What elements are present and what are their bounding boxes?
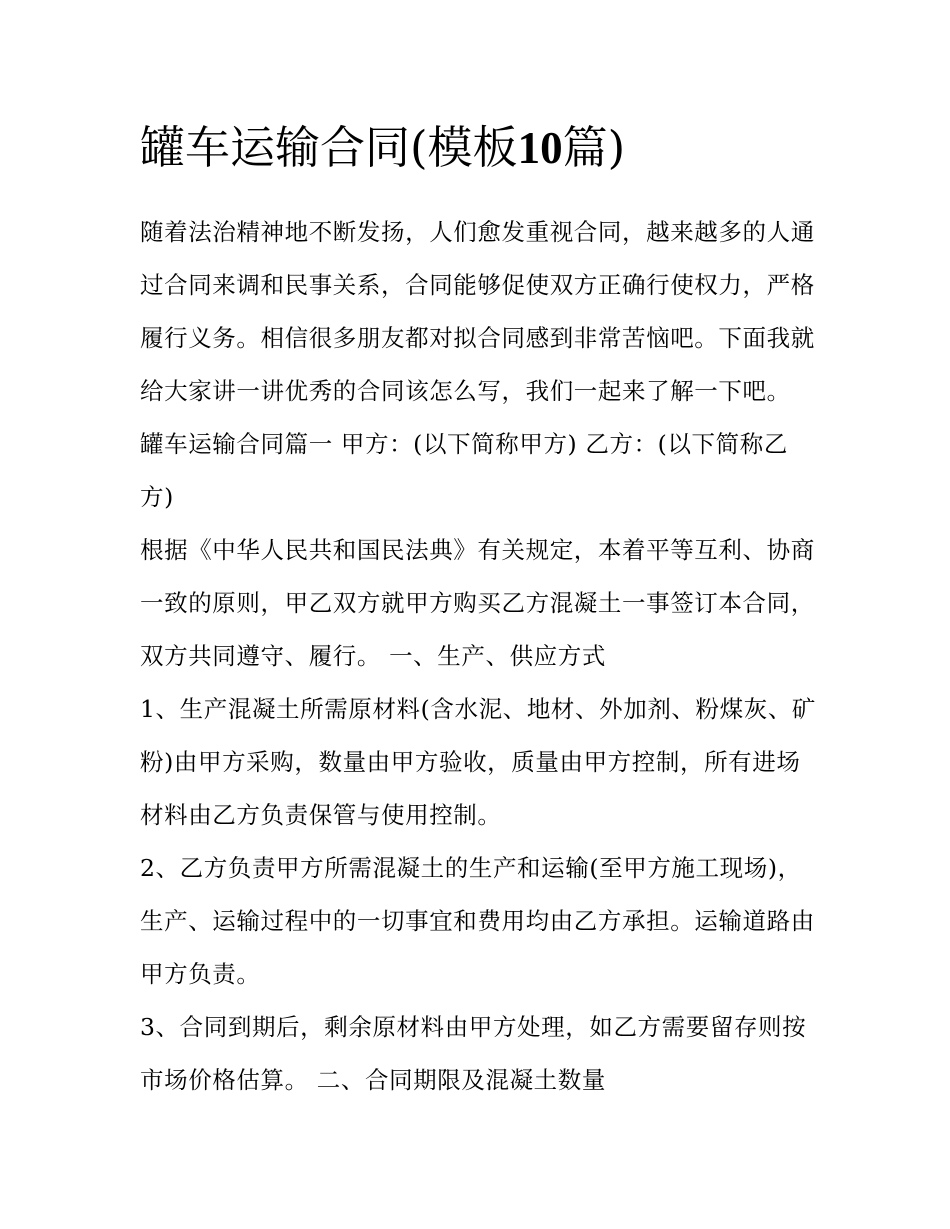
title-suffix: 篇) — [562, 121, 626, 174]
clause-1-paragraph: 1、生产混凝土所需原材料(含水泥、地材、外加剂、粉煤灰、矿粉)由甲方采购，数量由甲方验收，质量由甲方控制，所有进场材料由乙方负责保管与使用控制。 — [140, 695, 817, 829]
contract-parties-paragraph: 罐车运输合同篇一 甲方：(以下简称甲方) 乙方：(以下简称乙方) — [140, 430, 788, 511]
intro-paragraph: 随着法治精神地不断发扬，人们愈发重视合同，越来越多的人通过合同来调和民事关系，合同能够促使双方正确行使权力，严格履行义务。相信很多朋友都对拟合同感到非常苦恼吧。下面我就给大家讲一讲优秀的合同该怎么写，我们一起来了解一下吧。 — [140, 218, 815, 405]
document-title — [140, 112, 820, 184]
document-body — [140, 112, 820, 1107]
clause-3-paragraph: 3、合同到期后，剩余原材料由甲方处理，如乙方需要留存则按市场价格估算。 二、合同期限及混凝土数量 — [140, 1013, 807, 1094]
title-text: 罐车运输合同(模板 — [140, 121, 518, 174]
legal-basis-paragraph: 根据《中华人民共和国民法典》有关规定，本着平等互利、协商一致的原则，甲乙双方就甲方购买乙方混凝土一事签订本合同，双方共同遵守、履行。 一、生产、供应方式 — [140, 536, 815, 670]
title-number: 10 — [517, 123, 563, 173]
clause-2-paragraph: 2、乙方负责甲方所需混凝土的生产和运输(至甲方施工现场)，生产、运输过程中的一切事宜和费用均由乙方承担。运输道路由甲方负责。 — [140, 854, 815, 988]
